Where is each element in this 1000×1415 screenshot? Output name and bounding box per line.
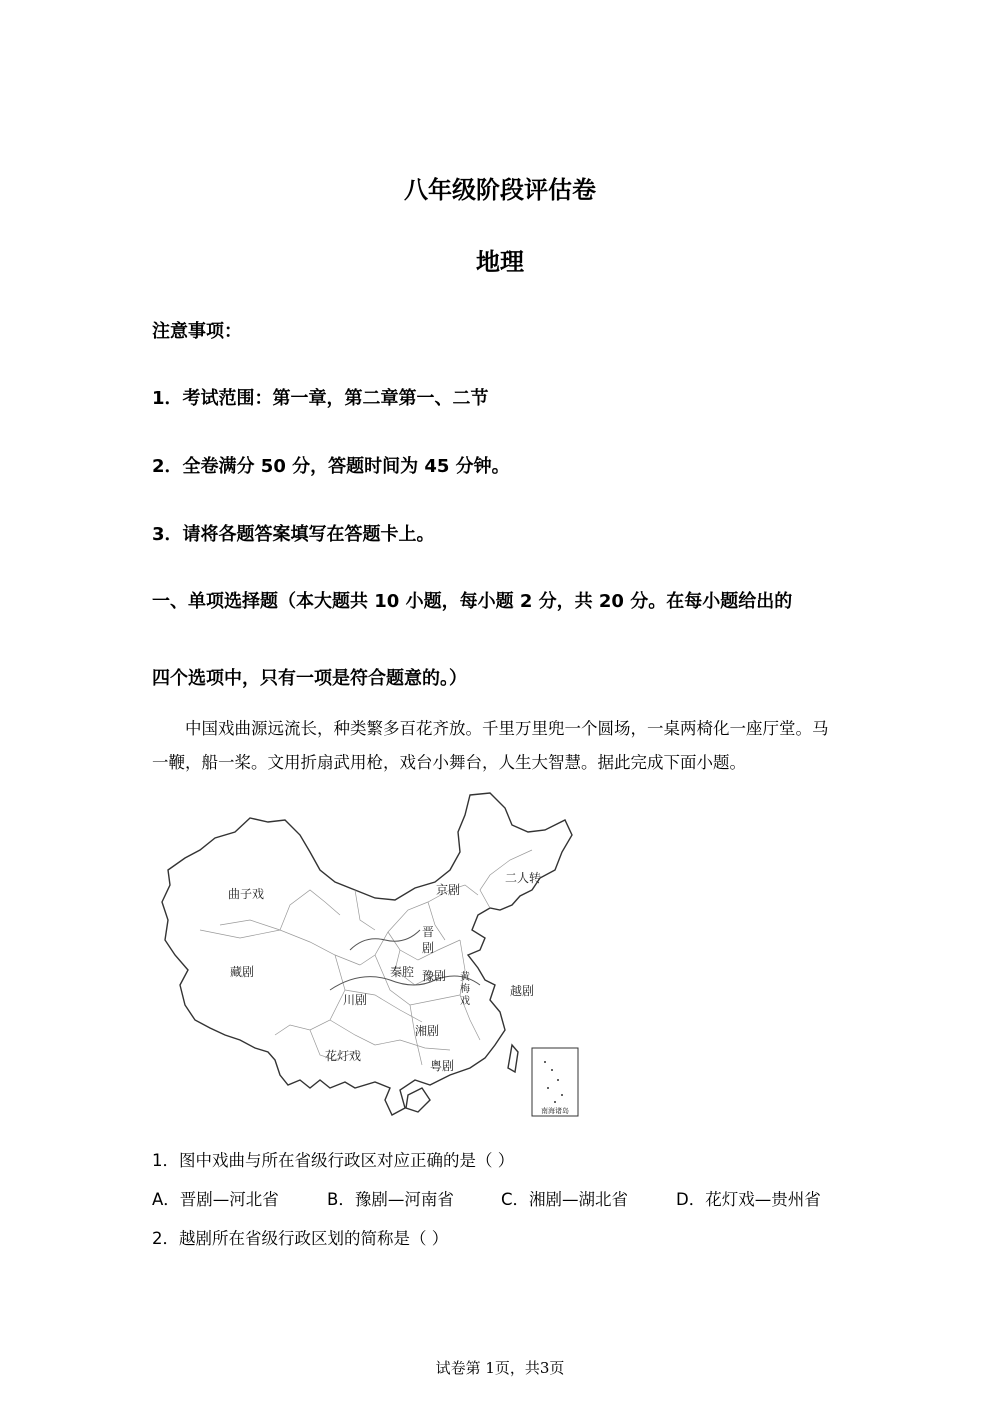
question-1-option-b: B．豫剧—河南省 xyxy=(327,1190,454,1209)
note-item-2: 2．全卷满分 50 分，答题时间为 45 分钟。 xyxy=(152,456,510,477)
china-opera-map xyxy=(160,790,585,1120)
inset-islands xyxy=(544,1061,563,1103)
page-footer: 试卷第 1页，共3页 xyxy=(435,1359,565,1377)
label-zangju: 藏剧 xyxy=(230,965,255,979)
label-yueju-guangdong: 粤剧 xyxy=(430,1059,455,1073)
subject-title: 地理 xyxy=(476,248,524,276)
notes-heading: 注意事项： xyxy=(152,321,242,342)
label-xiangju: 湘剧 xyxy=(415,1024,440,1038)
inset-box xyxy=(532,1048,578,1116)
label-huangmeixi-2: 梅 xyxy=(460,984,470,995)
exam-title: 八年级阶段评估卷 xyxy=(404,176,596,204)
passage: 中国戏曲源远流长，种类繁多百花齐放。千里万里兜一个圆场，一桌两椅化一座厅堂。马一鞭，船一桨。文用折扇武用枪，戏台小舞台，人生大智慧。据此完成下面小题。 xyxy=(152,719,829,772)
label-errenzhuan: 二人转 xyxy=(505,871,542,885)
label-huadengxi: 花灯戏 xyxy=(325,1049,362,1063)
label-jingju: 京剧 xyxy=(436,883,461,897)
question-1-option-a: A．晋剧—河北省 xyxy=(152,1190,279,1209)
question-1-option-d: D．花灯戏—贵州省 xyxy=(676,1190,821,1209)
label-chuanju: 川剧 xyxy=(343,993,368,1007)
question-2-stem: 2．越剧所在省级行政区划的简称是（ ） xyxy=(152,1229,449,1248)
note-item-3: 3．请将各题答案填写在答题卡上。 xyxy=(152,524,435,545)
section-heading-line-2: 四个选项中，只有一项是符合题意的。） xyxy=(152,668,467,689)
label-quzixi: 曲子戏 xyxy=(228,887,265,901)
label-jinju-2: 剧 xyxy=(422,941,435,955)
river-line xyxy=(350,930,420,950)
label-huangmeixi-3: 戏 xyxy=(460,996,470,1007)
map-outline xyxy=(162,793,572,1115)
label-qinqiang: 秦腔 xyxy=(390,965,415,979)
question-1-stem: 1．图中戏曲与所在省级行政区对应正确的是（ ） xyxy=(152,1151,515,1170)
inset-label: 南海诸岛 xyxy=(541,1107,569,1115)
province-borders xyxy=(200,850,535,1065)
label-huangmeixi-1: 黄 xyxy=(460,972,470,983)
question-1-option-c: C．湘剧—湖北省 xyxy=(501,1190,629,1209)
note-item-1: 1．考试范围：第一章，第二章第一、二节 xyxy=(152,388,489,409)
label-yueju-zhejiang: 越剧 xyxy=(510,984,535,998)
label-yuju: 豫剧 xyxy=(422,969,447,983)
section-heading-line-1: 一、单项选择题（本大题共 10 小题，每小题 2 分，共 20 分。在每小题给出的 xyxy=(152,591,793,612)
label-jinju-1: 晋 xyxy=(422,925,435,939)
